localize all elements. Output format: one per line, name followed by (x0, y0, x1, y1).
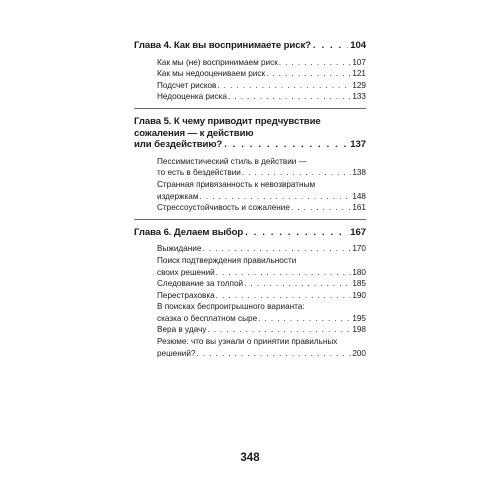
toc-entry[interactable] (157, 290, 366, 302)
entry-page: 148 (352, 191, 366, 201)
leader-dots (216, 290, 352, 302)
toc-entry[interactable] (157, 243, 366, 255)
chapter-title: Глава 4. Как вы воспринимаете риск? (134, 40, 311, 51)
page-number: 348 (240, 452, 260, 464)
entry-title: Следование за толпой (157, 279, 244, 289)
entry-page: 121 (352, 69, 366, 79)
leader-dots (196, 348, 351, 360)
entry-title-line: издержкам (157, 191, 199, 201)
entry-title: Как мы недооцениваем риск (157, 69, 266, 79)
chapter-6 (134, 227, 366, 365)
leader-dots (266, 68, 351, 80)
entry-title-line: то есть в бездействии (157, 168, 241, 178)
chapter-entries (134, 151, 366, 220)
toc-entry[interactable] (157, 91, 366, 103)
entry-page: 161 (352, 203, 366, 213)
entry-title-line: В поисках беспроигрышного варианта: (157, 302, 305, 312)
toc-entry[interactable] (157, 324, 366, 336)
entry-title: Подсчет рисков (157, 80, 217, 90)
chapter-title-line: Глава 5. К чему приводит предчувствие (134, 115, 321, 127)
entry-title: Недооценка риска (157, 92, 227, 102)
chapter-title-line: или бездействию? (134, 139, 223, 151)
entry-title-line: Поиск подтверждения правильности (157, 255, 297, 265)
entry-title-line: решений? (157, 348, 196, 358)
toc-entry[interactable] (157, 202, 366, 214)
chapter-heading[interactable] (134, 116, 366, 151)
chapter-heading[interactable] (134, 227, 366, 239)
toc-entry[interactable] (157, 278, 366, 290)
toc-entry[interactable] (157, 80, 366, 92)
entry-page: 138 (352, 168, 366, 178)
leader-dots (242, 167, 351, 179)
entry-title: Стрессоустойчивость и сожаление (157, 203, 290, 213)
toc-entry[interactable] (157, 68, 366, 80)
chapter-title-line: сожаления — к действию (134, 127, 254, 139)
leader-dots (258, 313, 351, 325)
chapter-entries (134, 238, 366, 364)
entry-title: Как мы (не) воспринимаем риск (157, 57, 278, 67)
entry-title-line: Странная привязанность к невозвратным (157, 179, 316, 189)
leader-dots (224, 139, 348, 151)
toc-entry[interactable] (157, 179, 366, 202)
entry-title-line: Пессимистический стиль в действии — (157, 156, 307, 166)
entry-title-line: своих решений (157, 267, 215, 277)
entry-page: 198 (352, 325, 366, 335)
toc-entry[interactable] (157, 57, 366, 69)
entry-page: 185 (352, 279, 366, 289)
leader-dots (207, 324, 351, 336)
entry-page: 180 (352, 267, 366, 277)
leader-dots (244, 278, 351, 290)
chapter-4 (134, 40, 366, 109)
leader-dots (217, 80, 351, 92)
entry-title: Вера в удачу (157, 325, 207, 335)
chapter-heading[interactable] (134, 40, 366, 52)
toc-entry[interactable] (157, 255, 366, 278)
toc-entry[interactable] (157, 156, 366, 179)
entry-page: 129 (352, 80, 366, 90)
table-of-contents (134, 40, 366, 371)
leader-dots (202, 243, 351, 255)
chapter-page: 137 (350, 139, 366, 151)
entry-page: 195 (352, 313, 366, 323)
leader-dots (199, 191, 351, 203)
chapter-page: 104 (350, 40, 366, 51)
leader-dots (279, 57, 352, 69)
entry-title-line: Резюме: что вы узнали о принятии правильных (157, 337, 338, 347)
entry-title: Перестраховка (157, 290, 215, 300)
chapter-page: 167 (350, 226, 366, 238)
toc-entry[interactable] (157, 301, 366, 324)
chapter-entries (134, 52, 366, 109)
leader-dots (291, 202, 351, 214)
entry-page: 190 (352, 290, 366, 300)
leader-dots (245, 227, 348, 239)
chapter-5 (134, 116, 366, 220)
entry-page: 200 (352, 348, 366, 358)
leader-dots (228, 91, 351, 103)
leader-dots (216, 267, 352, 279)
entry-page: 170 (352, 244, 366, 254)
entry-page: 133 (352, 92, 366, 102)
entry-page: 107 (352, 57, 366, 67)
chapter-title: Глава 6. Делаем выбор (134, 226, 244, 238)
toc-entry[interactable] (157, 336, 366, 359)
leader-dots (313, 40, 348, 52)
entry-title-line: сказка о бесплатном сыре (157, 313, 258, 323)
entry-title: Выжидание (157, 244, 202, 254)
